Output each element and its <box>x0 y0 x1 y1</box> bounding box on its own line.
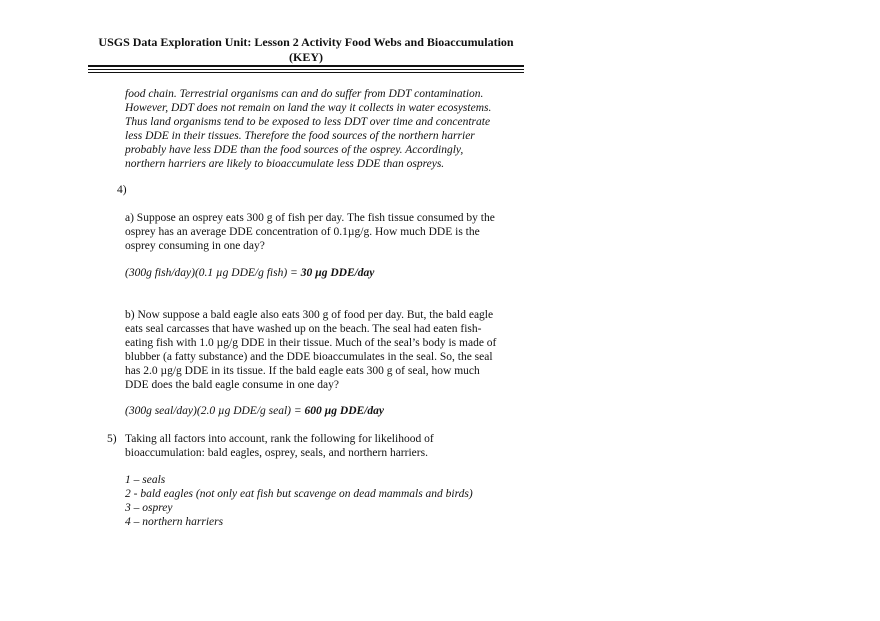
question-4a-answer <box>125 266 374 280</box>
text-line: eating fish with 1.0 µg/g DDE in their tissue. Much of the seal’s body is made of <box>125 337 497 349</box>
text-line: Taking all factors into account, rank the following for likelihood of <box>125 433 434 445</box>
question-5-text <box>125 432 434 460</box>
text-line: osprey consuming in one day? <box>125 240 265 252</box>
text-line: However, DDT does not remain on land the way it collects in water ecosystems. <box>125 102 492 114</box>
ranking-item: 2 - bald eagles (not only eat fish but scavenge on dead mammals and birds) <box>125 488 473 500</box>
answer-work: (300g seal/day)(2.0 µg DDE/g seal) = <box>125 405 305 417</box>
text-line: a) Suppose an osprey eats 300 g of fish per day. The fish tissue consumed by the <box>125 212 495 224</box>
continuation-paragraph <box>125 87 491 171</box>
header-rule-thin <box>88 72 524 73</box>
document-header <box>88 35 524 65</box>
question-4b-answer <box>125 404 384 418</box>
header-rule-mid <box>88 69 524 70</box>
ranking-item: 1 – seals <box>125 474 166 486</box>
text-line: Thus land organisms tend to be exposed to less DDT over time and concentrate <box>125 116 491 128</box>
ranking-item: 4 – northern harriers <box>125 516 224 528</box>
text-line: probably have less DDE than the food sources of the osprey. Accordingly, <box>125 144 464 156</box>
answer-result: 600 µg DDE/day <box>304 405 384 417</box>
text-line: blubber (a fatty substance) and the DDE bioaccumulates in the seal. So, the seal <box>125 351 493 363</box>
answer-result: 30 µg DDE/day <box>300 267 375 279</box>
text-line: food chain. Terrestrial organisms can and do suffer from DDT contamination. <box>125 88 484 100</box>
header-key-label: (KEY) <box>289 50 323 64</box>
ranking-item: 3 – osprey <box>125 502 173 514</box>
text-line: osprey has an average DDE concentration of 0.1µg/g. How much DDE is the <box>125 226 480 238</box>
text-line: has 2.0 µg/g DDE in its tissue. If the bald eagle eats 300 g of seal, how much <box>125 365 480 377</box>
question-4-number: 4) <box>117 184 127 196</box>
question-4b <box>125 308 496 392</box>
header-title: USGS Data Exploration Unit: Lesson 2 Activity Food Webs and Bioaccumulation <box>98 35 514 49</box>
question-5-number: 5) <box>107 433 117 445</box>
text-line: b) Now suppose a bald eagle also eats 300 g of food per day. But, the bald eagle <box>125 309 494 321</box>
text-line: eats seal carcasses that have washed up on the beach. The seal had eaten fish- <box>125 323 482 335</box>
text-line: northern harriers are likely to bioaccumulate less DDE than ospreys. <box>125 158 445 170</box>
ranking-list <box>125 473 473 529</box>
text-line: less DDE in their tissues. Therefore the food sources of the northern harrier <box>125 130 475 142</box>
answer-work: (300g fish/day)(0.1 µg DDE/g fish) = <box>125 267 301 279</box>
header-rule-thick <box>88 65 524 67</box>
text-line: bioaccumulation: bald eagles, osprey, seals, and northern harriers. <box>125 447 428 459</box>
text-line: DDE does the bald eagle consume in one day? <box>125 379 339 391</box>
question-4a <box>125 211 495 253</box>
